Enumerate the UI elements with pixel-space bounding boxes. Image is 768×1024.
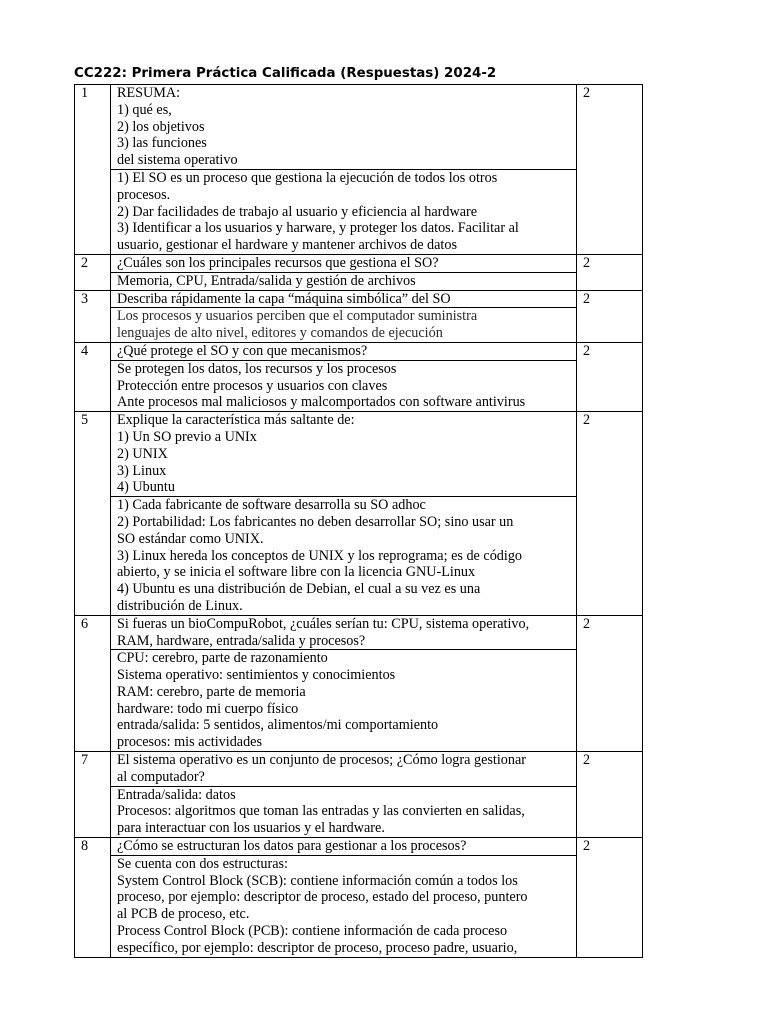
question-score: 2 — [577, 412, 643, 616]
question-line: ¿Cuáles son los principales recursos que gestiona el SO? — [117, 254, 439, 271]
question-line: 3) Linux — [117, 462, 167, 479]
question-line: del sistema operativo — [117, 152, 238, 169]
answer-row — [75, 272, 643, 290]
answer-row — [75, 786, 643, 837]
question-text — [111, 412, 577, 497]
answer-text — [111, 497, 577, 616]
question-score: 2 — [577, 254, 643, 290]
question-row — [75, 615, 643, 650]
question-line: 4) Ubuntu — [117, 479, 175, 496]
question-line: RESUMA: — [117, 85, 181, 101]
question-score: 2 — [577, 615, 643, 751]
question-row — [75, 290, 643, 308]
question-text — [111, 838, 577, 856]
answer-text — [111, 272, 577, 290]
answer-line: procesos. — [117, 186, 171, 203]
answer-row — [75, 497, 643, 616]
question-row — [75, 752, 643, 787]
question-number: 2 — [75, 254, 111, 290]
answer-line: 3) Identificar a los usuarios y harware, y proteger los datos. Facilitar al — [117, 220, 519, 237]
answer-line: al PCB de proceso, etc. — [117, 906, 250, 923]
answer-line: 1) El SO es un proceso que gestiona la ejecución de todos los otros — [117, 169, 498, 186]
question-line: Si fueras un bioCompuRobot, ¿cuáles serían tu: CPU, sistema operativo, — [117, 615, 530, 632]
question-text — [111, 290, 577, 308]
question-score: 2 — [577, 838, 643, 958]
answer-line: distribución de Linux. — [117, 597, 243, 614]
answer-line: CPU: cerebro, parte de razonamiento — [117, 650, 328, 667]
answer-line: Memoria, CPU, Entrada/salida y gestión de archivos — [117, 272, 416, 289]
question-row — [75, 254, 643, 272]
question-number: 1 — [75, 85, 111, 255]
answer-line: 4) Ubuntu es una distribución de Debian, el cual a su vez es una — [117, 581, 481, 598]
question-number: 8 — [75, 838, 111, 958]
question-number: 7 — [75, 752, 111, 838]
question-number: 5 — [75, 412, 111, 616]
answer-line: System Control Block (SCB): contiene información común a todos los — [117, 872, 518, 889]
question-number: 4 — [75, 342, 111, 411]
question-line: El sistema operativo es un conjunto de procesos; ¿Cómo logra gestionar — [117, 752, 526, 769]
answer-line: 2) Dar facilidades de trabajo al usuario y eficiencia al hardware — [117, 203, 478, 220]
answer-line: Sistema operativo: sentimientos y conocimientos — [117, 667, 396, 684]
question-line: Explique la característica más saltante de: — [117, 412, 355, 429]
question-text — [111, 342, 577, 360]
answer-row — [75, 360, 643, 411]
question-line: 1) qué es, — [117, 101, 172, 118]
answer-line: para interactuar con los usuarios y el hardware. — [117, 820, 385, 837]
answer-text — [111, 360, 577, 411]
question-line: 1) Un SO previo a UNIx — [117, 428, 257, 445]
answer-line: entrada/salida: 5 sentidos, alimentos/mi comportamiento — [117, 717, 439, 734]
answer-line: específico, por ejemplo: descriptor de proceso, proceso padre, usuario, — [117, 939, 518, 956]
question-row — [75, 85, 643, 170]
question-score: 2 — [577, 342, 643, 411]
question-text — [111, 752, 577, 787]
answer-line: Entrada/salida: datos — [117, 786, 236, 803]
question-text — [111, 615, 577, 650]
question-row — [75, 412, 643, 497]
question-line: 2) los objetivos — [117, 118, 205, 135]
answer-text — [111, 308, 577, 343]
answer-line: procesos: mis actividades — [117, 734, 262, 751]
question-number: 3 — [75, 290, 111, 342]
answer-line: RAM: cerebro, parte de memoria — [117, 683, 306, 700]
answer-line: Los procesos y usuarios perciben que el computador suministra — [117, 308, 478, 325]
question-line: ¿Cómo se estructuran los datos para gestionar a los procesos? — [117, 838, 467, 855]
question-text — [111, 254, 577, 272]
answer-line: hardware: todo mi cuerpo físico — [117, 700, 299, 717]
page-title: CC222: Primera Práctica Calificada (Respuestas) 2024-2 — [74, 66, 497, 81]
answer-row — [75, 308, 643, 343]
answer-line: SO estándar como UNIX. — [117, 530, 264, 547]
answers-table — [74, 84, 643, 958]
question-line: 3) las funciones — [117, 135, 207, 152]
question-line: al computador? — [117, 768, 205, 785]
question-line: ¿Qué protege el SO y con que mecanismos? — [117, 342, 368, 359]
answer-line: 3) Linux hereda los conceptos de UNIX y los reprograma; es de código — [117, 547, 523, 564]
answer-row — [75, 855, 643, 957]
answer-text — [111, 855, 577, 957]
question-line: RAM, hardware, entrada/salida y procesos? — [117, 632, 366, 649]
question-line: Describa rápidamente la capa “máquina simbólica” del SO — [117, 290, 451, 307]
answer-text — [111, 786, 577, 837]
answer-row — [75, 650, 643, 752]
answer-text — [111, 650, 577, 752]
answer-line: Se cuenta con dos estructuras: — [117, 855, 288, 872]
answer-line: Se protegen los datos, los recursos y los procesos — [117, 360, 397, 377]
answer-line: 1) Cada fabricante de software desarrolla su SO adhoc — [117, 497, 426, 514]
question-row — [75, 838, 643, 856]
answer-row — [75, 169, 643, 254]
answer-line: proceso, por ejemplo: descriptor de proceso, estado del proceso, puntero — [117, 889, 528, 906]
answer-line: abierto, y se inicia el software libre con la licencia GNU-Linux — [117, 564, 476, 581]
answer-line: Process Control Block (PCB): contiene información de cada proceso — [117, 923, 508, 940]
question-score: 2 — [577, 290, 643, 342]
answer-line: usuario, gestionar el hardware y mantener archivos de datos — [117, 237, 457, 254]
answer-line: 2) Portabilidad: Los fabricantes no deben desarrollar SO; sino usar un — [117, 513, 514, 530]
question-line: 2) UNIX — [117, 445, 168, 462]
question-row — [75, 342, 643, 360]
question-number: 6 — [75, 615, 111, 751]
question-score: 2 — [577, 85, 643, 255]
answer-line: Protección entre procesos y usuarios con claves — [117, 377, 388, 394]
answer-line: Ante procesos mal maliciosos y malcomportados con software antivirus — [117, 394, 526, 411]
question-score: 2 — [577, 752, 643, 838]
answer-text — [111, 169, 577, 254]
answer-line: Procesos: algoritmos que toman las entradas y las convierten en salidas, — [117, 803, 525, 820]
question-text — [111, 85, 577, 170]
answer-line: lenguajes de alto nivel, editores y comandos de ejecución — [117, 325, 443, 342]
